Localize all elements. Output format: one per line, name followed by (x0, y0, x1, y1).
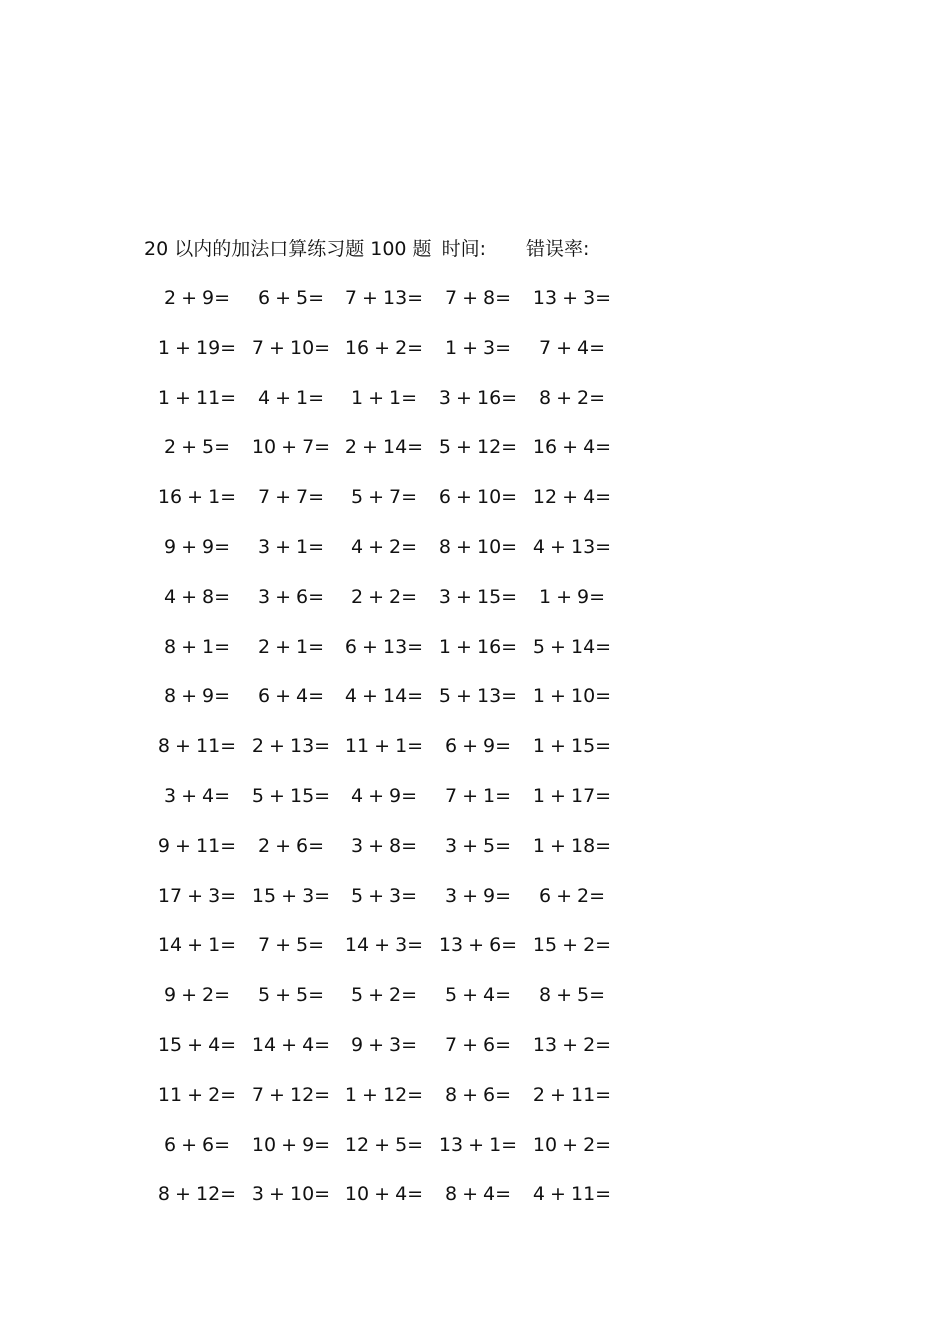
addition-problem: 3 + 10= (251, 1183, 331, 1206)
problem-row (144, 285, 624, 335)
addition-problem: 15 + 2= (532, 934, 612, 957)
addition-problem: 14 + 1= (157, 934, 237, 957)
problem-row (144, 484, 624, 534)
addition-problem: 4 + 9= (350, 784, 418, 807)
addition-problem: 1 + 15= (532, 735, 612, 758)
addition-problem: 4 + 1= (257, 386, 325, 409)
problem-row (144, 982, 624, 1032)
addition-problem: 1 + 17= (532, 784, 612, 807)
problem-row (144, 683, 624, 733)
addition-problem: 10 + 7= (251, 436, 331, 459)
addition-problem: 3 + 16= (438, 386, 518, 409)
addition-problem: 9 + 2= (163, 984, 231, 1007)
addition-problem: 7 + 8= (444, 287, 512, 309)
addition-problem: 7 + 13= (344, 287, 424, 309)
problem-row (144, 584, 624, 634)
problem-row (144, 385, 624, 435)
addition-problem: 12 + 5= (344, 1133, 424, 1156)
addition-problem: 1 + 10= (532, 685, 612, 708)
addition-problem: 2 + 9= (163, 287, 231, 309)
addition-problem: 7 + 4= (538, 336, 606, 359)
addition-problem: 15 + 4= (157, 1033, 237, 1056)
addition-problem: 1 + 18= (532, 834, 612, 857)
addition-problem: 7 + 6= (444, 1033, 512, 1056)
addition-problem: 7 + 7= (257, 486, 325, 509)
problem-row (144, 1082, 624, 1132)
addition-problem: 3 + 6= (257, 585, 325, 608)
problem-grid (144, 285, 624, 1231)
addition-problem: 1 + 1= (350, 386, 418, 409)
worksheet-header (144, 236, 589, 262)
addition-problem: 1 + 16= (438, 635, 518, 658)
addition-problem: 1 + 12= (344, 1083, 424, 1106)
addition-problem: 2 + 14= (344, 436, 424, 459)
addition-problem: 16 + 1= (157, 486, 237, 509)
addition-problem: 6 + 10= (438, 486, 518, 509)
addition-problem: 1 + 9= (538, 585, 606, 608)
addition-problem: 7 + 5= (257, 934, 325, 957)
addition-problem: 15 + 3= (251, 884, 331, 907)
addition-problem: 17 + 3= (157, 884, 237, 907)
addition-problem: 12 + 4= (532, 486, 612, 509)
addition-problem: 11 + 1= (344, 735, 424, 758)
addition-problem: 2 + 11= (532, 1083, 612, 1106)
addition-problem: 2 + 1= (257, 635, 325, 658)
addition-problem: 6 + 13= (344, 635, 424, 658)
addition-problem: 4 + 2= (350, 535, 418, 558)
addition-problem: 7 + 10= (251, 336, 331, 359)
addition-problem: 7 + 12= (251, 1083, 331, 1106)
addition-problem: 5 + 2= (350, 984, 418, 1007)
addition-problem: 10 + 9= (251, 1133, 331, 1156)
problem-row (144, 534, 624, 584)
error-rate-label: 错误率: (525, 238, 590, 260)
problem-row (144, 434, 624, 484)
problem-row (144, 783, 624, 833)
addition-problem: 6 + 6= (163, 1133, 231, 1156)
addition-problem: 13 + 1= (438, 1133, 518, 1156)
addition-problem: 1 + 19= (157, 336, 237, 359)
addition-problem: 3 + 8= (350, 834, 418, 857)
addition-problem: 3 + 15= (438, 585, 518, 608)
addition-problem: 5 + 14= (532, 635, 612, 658)
addition-problem: 8 + 11= (157, 735, 237, 758)
worksheet-title: 20 以内的加法口算练习题 100 题 (144, 238, 432, 260)
problem-row (144, 883, 624, 933)
addition-problem: 2 + 2= (350, 585, 418, 608)
addition-problem: 2 + 13= (251, 735, 331, 758)
addition-problem: 14 + 4= (251, 1033, 331, 1056)
addition-problem: 2 + 6= (257, 834, 325, 857)
addition-problem: 3 + 9= (444, 884, 512, 907)
addition-problem: 4 + 11= (532, 1183, 612, 1206)
addition-problem: 8 + 2= (538, 386, 606, 409)
addition-problem: 4 + 8= (163, 585, 231, 608)
problem-row (144, 833, 624, 883)
problem-row (144, 932, 624, 982)
addition-problem: 5 + 5= (257, 984, 325, 1007)
problem-row (144, 335, 624, 385)
addition-problem: 9 + 3= (350, 1033, 418, 1056)
addition-problem: 1 + 3= (444, 336, 512, 359)
addition-problem: 3 + 5= (444, 834, 512, 857)
addition-problem: 5 + 4= (444, 984, 512, 1007)
addition-problem: 5 + 15= (251, 784, 331, 807)
addition-problem: 5 + 12= (438, 436, 518, 459)
addition-problem: 8 + 10= (438, 535, 518, 558)
addition-problem: 3 + 4= (163, 784, 231, 807)
problem-row (144, 1181, 624, 1231)
addition-problem: 10 + 4= (344, 1183, 424, 1206)
addition-problem: 4 + 13= (532, 535, 612, 558)
addition-problem: 9 + 11= (157, 834, 237, 857)
addition-problem: 3 + 1= (257, 535, 325, 558)
addition-problem: 6 + 4= (257, 685, 325, 708)
addition-problem: 8 + 1= (163, 635, 231, 658)
addition-problem: 1 + 11= (157, 386, 237, 409)
addition-problem: 6 + 5= (257, 287, 325, 309)
addition-problem: 5 + 7= (350, 486, 418, 509)
addition-problem: 6 + 2= (538, 884, 606, 907)
addition-problem: 7 + 1= (444, 784, 512, 807)
addition-problem: 5 + 3= (350, 884, 418, 907)
problem-row (144, 1132, 624, 1182)
addition-problem: 11 + 2= (157, 1083, 237, 1106)
addition-problem: 13 + 2= (532, 1033, 612, 1056)
addition-problem: 9 + 9= (163, 535, 231, 558)
addition-problem: 16 + 2= (344, 336, 424, 359)
problem-row (144, 733, 624, 783)
addition-problem: 10 + 2= (532, 1133, 612, 1156)
addition-problem: 14 + 3= (344, 934, 424, 957)
addition-problem: 8 + 12= (157, 1183, 237, 1206)
addition-problem: 2 + 5= (163, 436, 231, 459)
addition-problem: 4 + 14= (344, 685, 424, 708)
addition-problem: 13 + 6= (438, 934, 518, 957)
addition-problem: 8 + 5= (538, 984, 606, 1007)
addition-problem: 8 + 6= (444, 1083, 512, 1106)
addition-problem: 8 + 9= (163, 685, 231, 708)
addition-problem: 16 + 4= (532, 436, 612, 459)
addition-problem: 13 + 3= (532, 287, 612, 309)
problem-row (144, 1032, 624, 1082)
problem-row (144, 634, 624, 684)
addition-problem: 5 + 13= (438, 685, 518, 708)
addition-problem: 8 + 4= (444, 1183, 512, 1206)
addition-problem: 6 + 9= (444, 735, 512, 758)
time-label: 时间: (441, 238, 486, 260)
